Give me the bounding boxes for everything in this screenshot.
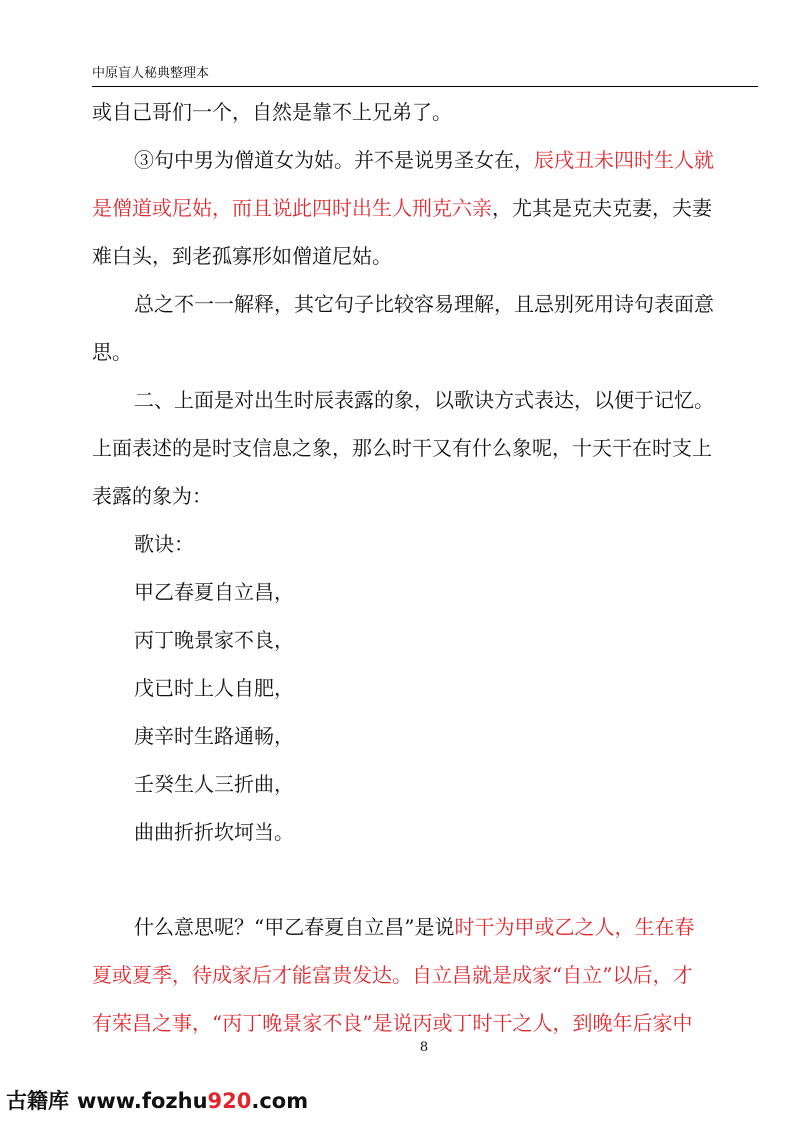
verse-line: 戊已时上人自肥， [134,676,294,700]
highlighted-text: 是僧道或尼姑，而且说此四时出生人刑克六亲 [92,196,492,220]
text-line: 思。 [92,340,132,364]
verse-line: 庚辛时生路通畅， [134,724,294,748]
running-header [92,66,758,87]
text-line: 总之不一一解释，其它句子比较容易理解，且忌别死用诗句表面意 [134,292,714,316]
text-span: 什么意思呢？“甲乙春夏自立昌”是说 [134,915,455,939]
site-url-prefix: www.fozhu [77,1089,208,1113]
verse-line: 甲乙春夏自立昌， [134,580,294,604]
text-line: 二、上面是对出生时辰表露的象，以歌诀方式表达，以便于记忆。 [134,388,714,412]
text-span: ③句中男为僧道女为姑。并不是说男圣女在， [134,148,534,172]
site-url-number: 920 [207,1089,252,1113]
highlighted-text: 辰戌丑未四时生人就 [534,148,714,172]
highlighted-line: 夏或夏季，待成家后才能富贵发达。自立昌就是成家“自立”以后，才 [92,963,693,987]
verse-line: 丙丁晚景家不良， [134,628,294,652]
text-line [134,915,794,939]
verse-line: 曲曲折折坎坷当。 [134,820,294,844]
text-line: 难白头，到老孤寡形如僧道尼姑。 [92,244,392,268]
site-name: 古籍库 [6,1089,69,1113]
page-number: 8 [419,1040,429,1055]
header-title: 中原盲人秘典整理本 [92,66,210,81]
text-line [92,196,762,220]
highlighted-line: 有荣昌之事，“丙丁晚景家不良”是说丙或丁时干之人，到晚年后家中 [92,1011,693,1035]
watermark-footer [6,1087,308,1115]
highlighted-text: 时干为甲或乙之人，生在春 [454,915,695,939]
text-line: 表露的象为： [92,484,212,508]
text-span: ，尤其是克夫克妻，夫妻 [492,196,712,220]
text-line: 上面表述的是时支信息之象，那么时干又有什么象呢，十天干在时支上 [92,436,712,460]
site-url-suffix: .com [251,1089,309,1113]
text-line [134,148,794,172]
verse-heading: 歌诀： [134,532,194,556]
text-line: 或自己哥们一个，自然是靠不上兄弟了。 [92,100,452,124]
verse-line: 壬癸生人三折曲， [134,772,294,796]
